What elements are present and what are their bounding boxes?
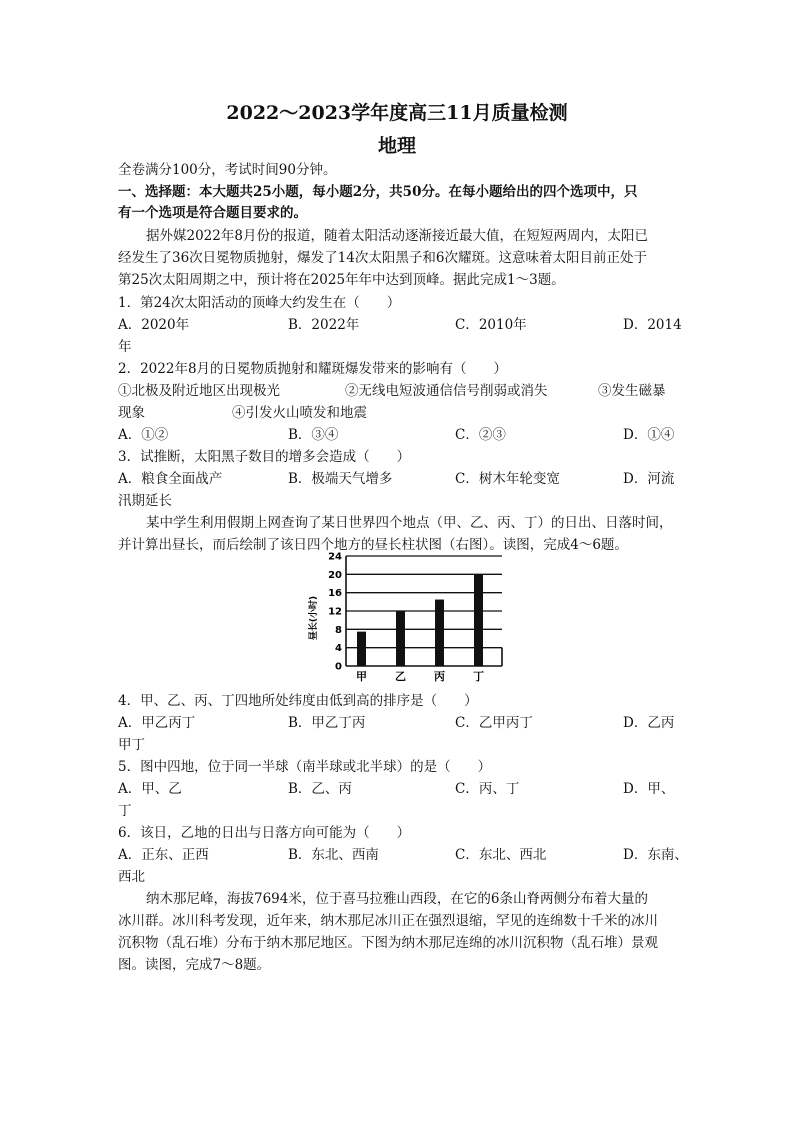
option-a: A．正东、正西	[118, 847, 209, 863]
section-heading: 一、选择题：本大题共25小题，每小题2分，共50分。在每小题给出的四个选项中，只	[118, 184, 638, 200]
passage-line: 某中学生利用假期上网查询了某日世界四个地点（甲、乙、丙、丁）的日出、日落时间，	[146, 515, 673, 531]
option-d-cont: 汛期延长	[118, 493, 172, 509]
option-b: B．甲乙丁丙	[288, 715, 366, 731]
question-stem: 6．该日，乙地的日出与日落方向可能为（ ）	[118, 825, 411, 841]
option-c: C．②③	[455, 427, 506, 443]
option-d: D．①④	[623, 427, 675, 443]
option-c: C．丙、丁	[455, 781, 520, 797]
y-tick-label: 4	[335, 643, 342, 655]
option-b: B．东北、西南	[288, 847, 379, 863]
option-d: D．2014	[623, 317, 682, 333]
option-c: C．2010年	[455, 317, 527, 333]
exam-title: 2022～2023学年度高三11月质量检测	[226, 102, 568, 124]
option-d-cont: 丁	[118, 803, 132, 819]
question-stem: 2．2022年8月的日冕物质抛射和耀斑爆发带来的影响有（ ）	[118, 361, 508, 377]
option-a: A．粮食全面战产	[118, 471, 223, 487]
passage-line: 冰川群。冰川科考发现，近年来，纳木那尼冰川正在强烈退缩，罕见的连绵数十千米的冰川	[118, 913, 658, 929]
statement-4: ④引发火山喷发和地震	[232, 405, 367, 421]
bar-2	[396, 611, 405, 666]
statement-1: ①北极及附近地区出现极光	[118, 383, 280, 399]
passage-line: 经发生了36次日冕物质抛射，爆发了14次太阳黑子和6次耀斑。这意味着太阳目前正处于	[118, 250, 647, 266]
option-c: C．东北、西北	[455, 847, 547, 863]
y-tick-label: 24	[328, 551, 342, 563]
option-b: B．乙、丙	[288, 781, 352, 797]
option-d-cont: 年	[118, 339, 132, 355]
y-axis-label: 昼长(小时)	[309, 595, 319, 641]
option-d: D．甲、	[623, 781, 675, 797]
passage-line: 纳木那尼峰，海拔7694米，位于喜马拉雅山西段，在它的6条山脊两侧分布着大量的	[146, 891, 648, 907]
day-length-bar-chart	[306, 548, 506, 688]
option-d: D．河流	[623, 471, 675, 487]
option-d-cont: 西北	[118, 869, 145, 885]
question-stem: 3．试推断，太阳黑子数目的增多会造成（ ）	[118, 449, 411, 465]
passage-line: 图。读图，完成7～8题。	[118, 957, 271, 973]
question-stem: 4．甲、乙、丙、丁四地所处纬度由低到高的排序是（ ）	[118, 693, 478, 709]
category-label: 甲	[356, 670, 367, 683]
option-b: B．极端天气增多	[288, 471, 393, 487]
option-a: A．①②	[118, 427, 169, 443]
y-tick-label: 0	[335, 661, 342, 673]
passage-line: 第25次太阳周期之中，预计将在2025年年中达到顶峰。据此完成1～3题。	[118, 272, 565, 288]
passage-line: 据外媒2022年8月份的报道，随着太阳活动逐渐接近最大值，在短短两周内，太阳已	[146, 228, 648, 244]
y-tick-label: 20	[328, 569, 342, 581]
y-tick-label: 12	[328, 606, 342, 618]
option-c: C．树木年轮变宽	[455, 471, 560, 487]
option-c: C．乙甲丙丁	[455, 715, 533, 731]
bar-4	[474, 574, 483, 666]
bar-3	[435, 600, 444, 666]
y-tick-label: 16	[328, 588, 342, 600]
passage-line: 并计算出昼长，而后绘制了该日四个地方的昼长柱状图（右图）。读图，完成4～6题。	[118, 537, 628, 553]
statement-3-cont: 现象	[118, 405, 145, 421]
y-tick-label: 8	[335, 624, 342, 636]
passage-line: 沉积物（乱石堆）分布于纳木那尼地区。下图为纳木那尼连绵的冰川沉积物（乱石堆）景观	[118, 935, 658, 951]
option-b: B．2022年	[288, 317, 360, 333]
option-d-cont: 甲丁	[118, 737, 145, 753]
category-label: 乙	[395, 670, 406, 683]
option-b: B．③④	[288, 427, 339, 443]
section-heading-cont: 有一个选项是符合题目要求的。	[118, 205, 307, 221]
subject-title: 地理	[377, 135, 416, 157]
option-d: D．乙丙	[623, 715, 675, 731]
option-a: A．2020年	[118, 317, 190, 333]
option-a: A．甲乙丙丁	[118, 715, 196, 731]
bar-1	[357, 632, 366, 666]
category-label: 丁	[473, 670, 484, 683]
question-stem: 5．图中四地，位于同一半球（南半球或北半球）的是（ ）	[118, 759, 492, 775]
statement-3: ③发生磁暴	[598, 383, 666, 399]
statement-2: ②无线电短波通信信号削弱或消失	[345, 383, 548, 399]
option-a: A．甲、乙	[118, 781, 182, 797]
exam-intro: 全卷满分100分，考试时间90分钟。	[118, 162, 337, 178]
question-stem: 1．第24次太阳活动的顶峰大约发生在（ ）	[118, 295, 401, 311]
category-label: 丙	[434, 670, 445, 683]
option-d: D．东南、	[623, 847, 688, 863]
